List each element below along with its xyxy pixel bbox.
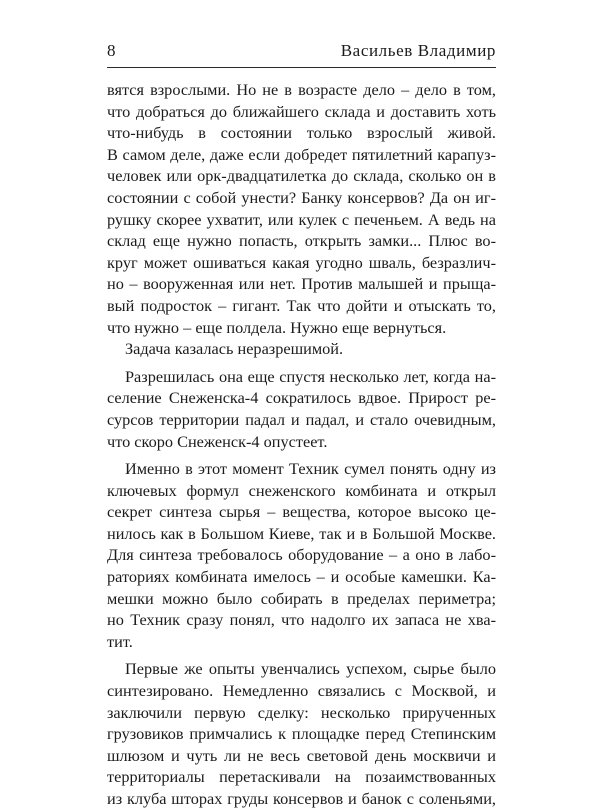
text-line: круг может ошиваться какая угодно шваль, безразлич-	[107, 252, 496, 272]
header-rule	[107, 67, 496, 68]
text-line: селение Снеженска-4 сократилось вдвое. Прирост ре-	[107, 388, 496, 408]
text-line: но Техник сразу понял, что надолго их запаса не хва-	[107, 610, 496, 630]
body-text	[107, 79, 496, 810]
page-number: 8	[107, 41, 116, 60]
page-header	[107, 40, 496, 64]
text-line: что-нибудь в состоянии только взрослый живой.	[107, 123, 496, 143]
running-title: Васильев Владимир	[340, 41, 496, 60]
paragraph	[107, 79, 496, 338]
text-line: сурсов территории падал и падал, и стало очевидным,	[107, 409, 496, 429]
text-line: Именно в этот момент Техник сумел понять одну из	[125, 459, 496, 479]
text-line: секрет синтеза сырья – вещества, которое высоко це-	[107, 502, 496, 522]
paragraph	[107, 338, 496, 360]
text-line: нилось как в Большом Киеве, так и в Большой Москве.	[107, 523, 496, 543]
text-line: из клуба шторах груды консервов и банок с соленьями,	[107, 789, 496, 808]
text-line: что скоро Снеженск-4 опустеет.	[107, 431, 328, 451]
text-line: вый подросток – гигант. Так что дойти и отыскать то,	[107, 295, 496, 315]
text-line: ключевых формул снеженского комбината и открыл	[107, 480, 496, 500]
text-line: Задача казалась неразрешимой.	[125, 339, 344, 359]
text-line: вятся взрослыми. Но не в возрасте дело – дело в том,	[107, 80, 496, 99]
text-line: шлюзом и чуть ли не весь световой день москвичи и	[107, 745, 496, 765]
text-line: синтезировано. Немедленно связались с Москвой, и	[107, 681, 496, 701]
text-line: В самом деле, даже если добредет пятилетний карапуз-	[107, 144, 496, 164]
text-line: что нужно – еще полдела. Нужно еще вернуться.	[107, 317, 447, 337]
paragraph	[107, 366, 496, 452]
text-line: склад еще нужно попасть, открыть замки... Плюс во-	[107, 231, 496, 251]
text-line: раториях комбината имелось – и особые камешки. Ка-	[107, 567, 496, 587]
text-line: мешки можно было собирать в пределах периметра;	[107, 588, 496, 608]
text-line: Для синтеза требовалось оборудование – а оно в лабо-	[107, 545, 496, 565]
text-line: состоянии с собой унести? Банку консервов? Да он иг-	[107, 187, 496, 207]
text-line: но – вооруженная или нет. Против малышей и прыща-	[107, 274, 496, 294]
text-line: заключили первую сделку: несколько прирученных	[107, 702, 496, 722]
paragraph	[107, 458, 496, 652]
text-line: Первые же опыты увенчались успехом, сырье было	[125, 659, 496, 679]
text-line: территориалы перетаскивали на позаимствованных	[107, 767, 496, 787]
text-line: человек или орк-двадцатилетка до склада, сколько он в	[107, 166, 496, 186]
text-line: грузовиков примчались к площадке перед Степинским	[107, 724, 496, 744]
text-line: тит.	[107, 631, 133, 651]
text-line: Разрешилась она еще спустя несколько лет, когда на-	[125, 366, 496, 386]
paragraph	[107, 658, 496, 809]
text-line: рушку скорее ухватит, или кулек с печеньем. А ведь на	[107, 209, 496, 229]
text-line: что добраться до ближайшего склада и доставить хоть	[107, 101, 496, 121]
